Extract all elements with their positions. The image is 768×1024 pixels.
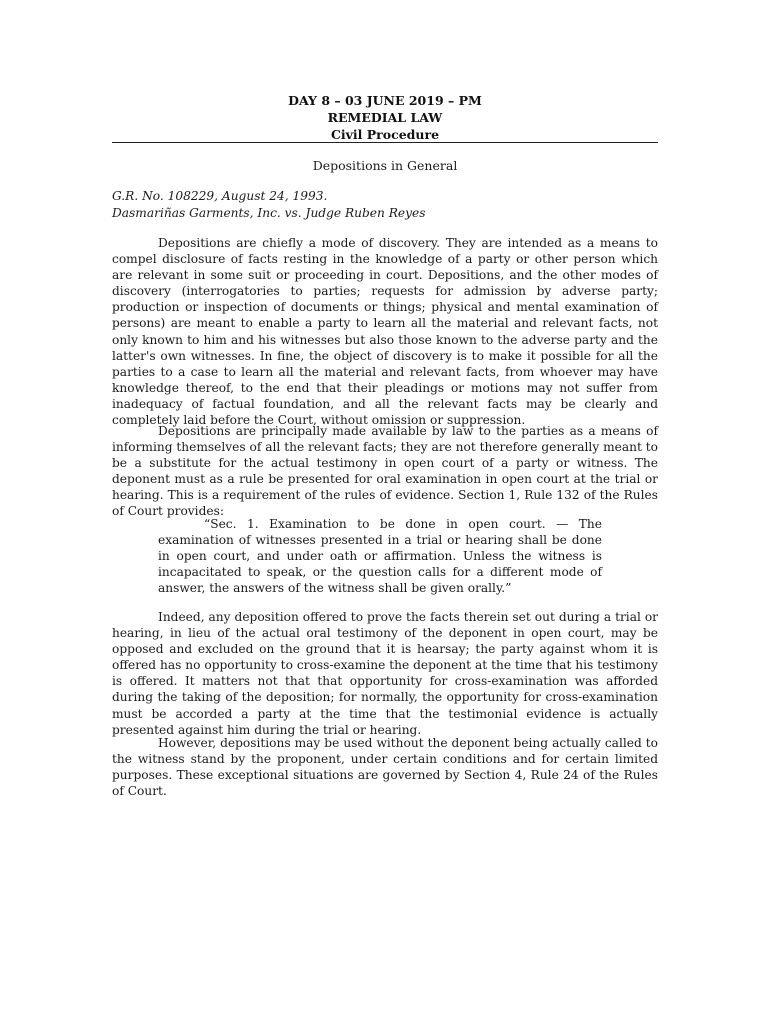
citation-case-title: Dasmariñas Garments, Inc. vs. Judge Ruben Reyes bbox=[112, 206, 426, 220]
document-header bbox=[112, 92, 658, 143]
paragraph-2: Depositions are principally made available by law to the parties as a means of informing themselves of all the relevant facts; they are not therefore generally meant to be a substitute for the actual testimony in open court of a party or witness. The deponent must as a rule be presented for oral examination in open court at the trial or hearing. This is a requirement of the rules of evidence. Section 1, Rule 132 of the Rules of Court provides: bbox=[112, 424, 658, 519]
header-subject: REMEDIAL LAW bbox=[327, 110, 443, 125]
header-topic: Civil Procedure bbox=[330, 127, 440, 142]
header-date-line: DAY 8 – 03 JUNE 2019 – PM bbox=[288, 93, 482, 108]
paragraph-4: However, depositions may be used without the deponent being actually called to the witness stand by the proponent, under certain conditions and for certain limited purposes. These exceptional situations are governed by Section 4, Rule 24 of the Rules of Court. bbox=[112, 736, 658, 799]
block-quote: “Sec. 1. Examination to be done in open court. — The examination of witnesses presented in a trial or hearing shall be done in open court, and under oath or affirmation. Unless the witness is incapacitated to speak, or the question calls for a different mode of answer, the answers of the witness shall be given orally.” bbox=[158, 517, 602, 596]
case-citation bbox=[112, 188, 658, 222]
paragraph-3: Indeed, any deposition offered to prove the facts therein set out during a trial or hearing, in lieu of the actual oral testimony of the deponent in open court, may be opposed and excluded on the ground that it is hearsay; the party against whom it is offered has no opportunity to cross-examine the deponent at the time that his testimony is offered. It matters not that that opportunity for cross-examination was afforded during the taking of the deposition; for normally, the opportunity for cross-examination must be accorded a party at the time that the testimonial evidence is actually presented against him during the trial or hearing. bbox=[112, 610, 658, 737]
citation-gr-number: G.R. No. 108229, August 24, 1993. bbox=[112, 189, 328, 203]
section-title: Depositions in General bbox=[312, 158, 458, 173]
paragraph-1: Depositions are chiefly a mode of discovery. They are intended as a means to compel disclosure of facts resting in the knowledge of a party or other person which are relevant in some suit or proceeding in court. Depositions, and the other modes of discovery (interrogatories to parties; requests for admission by adverse party; production or inspection of documents or things; physical and mental examination of persons) are meant to enable a party to learn all the material and relevant facts, not only known to him and his witnesses but also those known to the adverse party and the latter's own witnesses. In fine, the object of discovery is to make it possible for all the parties to a case to learn all the material and relevant facts, from whoever may have knowledge thereof, to the end that their pleadings or motions may not suffer from inadequacy of factual foundation, and all the relevant facts may be clearly and completely laid before the Court, without omission or suppression. bbox=[112, 236, 658, 428]
header-divider bbox=[112, 142, 658, 143]
